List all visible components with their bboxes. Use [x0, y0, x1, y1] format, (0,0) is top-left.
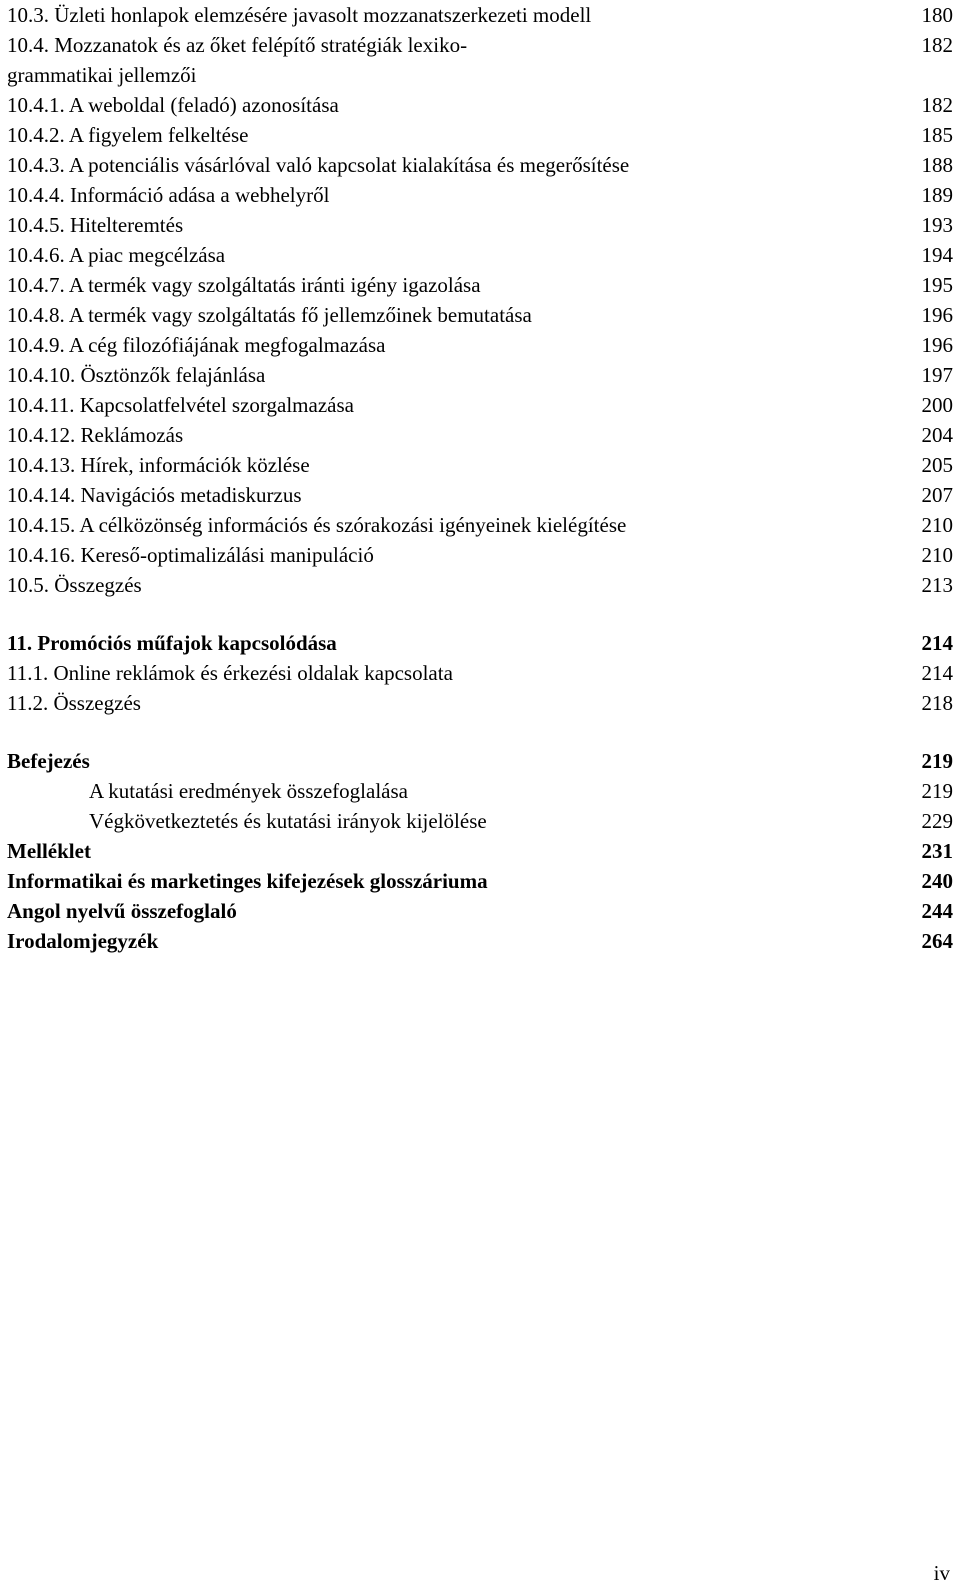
toc-entry-title: 10.4.8. A termék vagy szolgáltatás fő jellemzőinek bemutatása	[7, 303, 532, 327]
toc-entry	[7, 300, 953, 330]
toc-entry-page: 193	[921, 213, 953, 237]
toc-entry	[7, 570, 953, 600]
toc-entry-title: Irodalomjegyzék	[7, 929, 159, 953]
toc-entry	[7, 270, 953, 300]
toc-entry-title: 10.4. Mozzanatok és az őket felépítő stratégiák lexiko-grammatikai jellemzői	[7, 33, 468, 87]
table-of-contents	[7, 0, 953, 956]
toc-entry-title: Befejezés	[7, 749, 90, 773]
toc-entry-page: 244	[921, 899, 953, 923]
toc-entry-title: 10.4.6. A piac megcélzása	[7, 243, 226, 267]
toc-entry-page: 213	[921, 573, 953, 597]
toc-entry-title: 10.5. Összegzés	[7, 573, 142, 597]
toc-entry-page: 219	[921, 779, 953, 803]
toc-entry	[7, 150, 953, 180]
toc-entry-page: 182	[921, 93, 953, 117]
toc-entry	[7, 210, 953, 240]
toc-entry-page: 210	[921, 543, 953, 567]
toc-entry	[7, 360, 953, 390]
toc-entry-page: 182	[921, 33, 953, 57]
toc-entry-title: 10.4.7. A termék vagy szolgáltatás iránti igény igazolása	[7, 273, 481, 297]
toc-entry-page: 240	[921, 869, 953, 893]
toc-entry	[7, 776, 953, 806]
toc-entry-title: Angol nyelvű összefoglaló	[7, 899, 237, 923]
toc-entry-title: Informatikai és marketinges kifejezések glosszáriuma	[7, 869, 488, 893]
toc-entry-page: 207	[921, 483, 953, 507]
toc-entry-page: 200	[921, 393, 953, 417]
toc-entry	[7, 30, 953, 90]
toc-chapter-entry	[7, 628, 953, 658]
toc-entry-title: 10.4.3. A potenciális vásárlóval való kapcsolat kialakítása és megerősítése	[7, 153, 630, 177]
toc-chapter-entry	[7, 866, 953, 896]
toc-entry	[7, 510, 953, 540]
toc-entry-title: Végkövetkeztetés és kutatási irányok kijelölése	[89, 809, 487, 833]
toc-entry	[7, 540, 953, 570]
toc-entry	[7, 180, 953, 210]
toc-entry-page: 195	[921, 273, 953, 297]
toc-chapter-entry	[7, 836, 953, 866]
toc-entry	[7, 0, 953, 30]
toc-entry-page: 214	[921, 631, 953, 655]
toc-entry-title: 10.4.13. Hírek, információk közlése	[7, 453, 310, 477]
toc-entry-page: 188	[921, 153, 953, 177]
toc-entry-title: 10.4.5. Hitelteremtés	[7, 213, 184, 237]
toc-entry	[7, 120, 953, 150]
toc-entry-page: 229	[921, 809, 953, 833]
toc-chapter-entry	[7, 926, 953, 956]
toc-entry	[7, 390, 953, 420]
toc-entry-title: 10.4.14. Navigációs metadiskurzus	[7, 483, 302, 507]
toc-entry	[7, 806, 953, 836]
toc-entry-title: 10.4.11. Kapcsolatfelvétel szorgalmazása	[7, 393, 354, 417]
toc-entry	[7, 240, 953, 270]
toc-entry-title: 11.2. Összegzés	[7, 691, 141, 715]
toc-entry-title: 10.4.16. Kereső-optimalizálási manipuláció	[7, 543, 374, 567]
toc-entry-title: 10.3. Üzleti honlapok elemzésére javasolt mozzanatszerkezeti modell	[7, 3, 592, 27]
toc-entry-title: 10.4.10. Ösztönzők felajánlása	[7, 363, 266, 387]
toc-chapter-entry	[7, 896, 953, 926]
page-number: iv	[933, 1561, 950, 1585]
toc-entry	[7, 90, 953, 120]
toc-entry-page: 185	[921, 123, 953, 147]
toc-entry-title: 10.4.4. Információ adása a webhelyről	[7, 183, 330, 207]
toc-entry-page: 231	[921, 839, 953, 863]
toc-entry-title: 10.4.1. A weboldal (feladó) azonosítása	[7, 93, 339, 117]
toc-entry-page: 189	[921, 183, 953, 207]
toc-entry-title: A kutatási eredmények összefoglalása	[89, 779, 408, 803]
section-gap	[7, 718, 953, 746]
toc-entry-page: 214	[921, 661, 953, 685]
toc-entry-title: 11. Promóciós műfajok kapcsolódása	[7, 631, 337, 655]
toc-entry	[7, 480, 953, 510]
toc-entry-page: 196	[921, 333, 953, 357]
toc-entry-page: 210	[921, 513, 953, 537]
toc-entry	[7, 330, 953, 360]
toc-entry-page: 180	[921, 3, 953, 27]
toc-entry	[7, 688, 953, 718]
toc-chapter-entry	[7, 746, 953, 776]
toc-entry-title: 10.4.12. Reklámozás	[7, 423, 184, 447]
section-gap	[7, 600, 953, 628]
toc-entry-page: 218	[921, 691, 953, 715]
toc-entry-page: 194	[921, 243, 953, 267]
toc-entry-page: 264	[921, 929, 953, 953]
toc-entry-page: 205	[921, 453, 953, 477]
toc-entry-title: 10.4.15. A célközönség információs és szórakozási igényeinek kielégítése	[7, 513, 627, 537]
toc-entry-title: 10.4.9. A cég filozófiájának megfogalmazása	[7, 333, 386, 357]
toc-entry	[7, 450, 953, 480]
toc-entry-page: 204	[921, 423, 953, 447]
toc-entry-page: 219	[921, 749, 953, 773]
toc-entry	[7, 420, 953, 450]
toc-entry	[7, 658, 953, 688]
toc-entry-title: 11.1. Online reklámok és érkezési oldalak kapcsolata	[7, 661, 453, 685]
toc-entry-page: 196	[921, 303, 953, 327]
toc-entry-title: Melléklet	[7, 839, 91, 863]
toc-entry-page: 197	[921, 363, 953, 387]
toc-entry-title: 10.4.2. A figyelem felkeltése	[7, 123, 249, 147]
